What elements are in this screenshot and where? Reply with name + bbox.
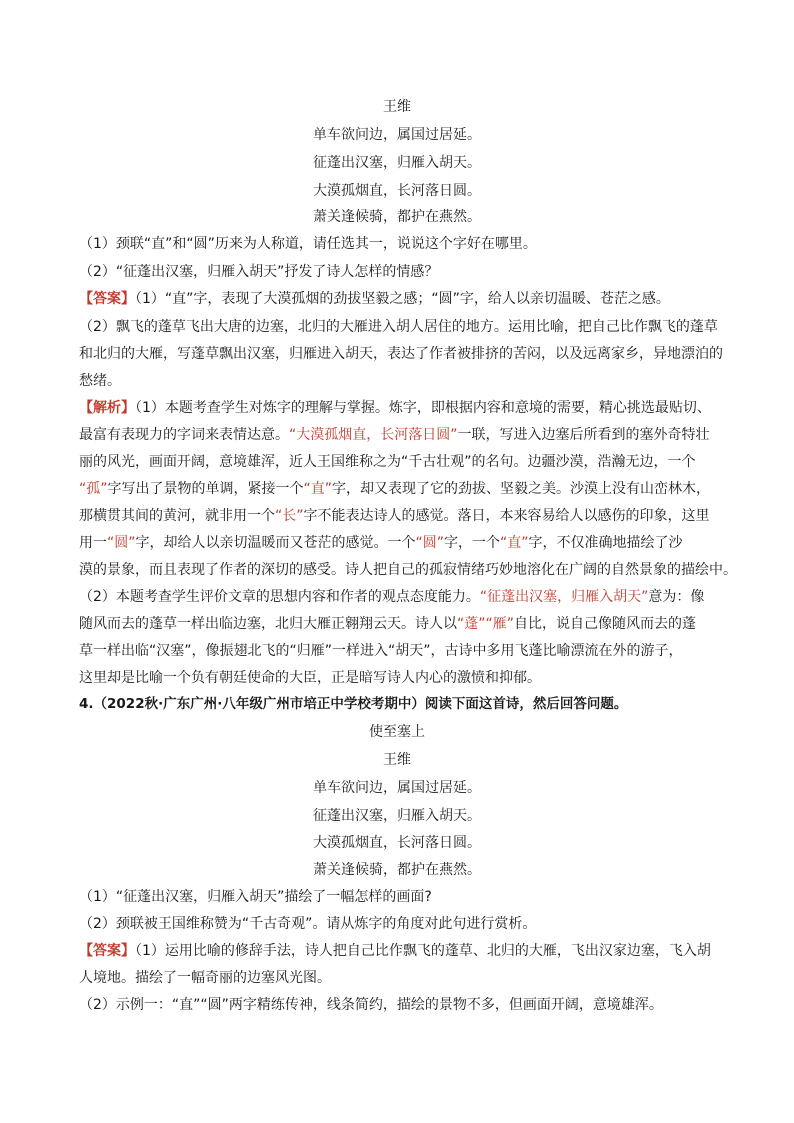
q3-answer-line: （2）飘飞的蓬草飞出大唐的边塞，北归的大雁进入胡人居住的地方。运用比喻，把自己比作飘飞的蓬草: [79, 319, 718, 335]
highlighted-quote: “孤”: [79, 481, 108, 497]
text-span: 字，却给人以亲切温暖而又苍茫的感觉。一个: [135, 535, 416, 551]
text-span: 随风而去的蓬草一样出临边塞，北归大雁正翱翔云天。诗人以: [79, 616, 457, 632]
answer-tag: 【答案】: [79, 291, 135, 307]
q3-subquestion-2: （2）“征蓬出汉塞，归雁入胡天”抒发了诗人怎样的情感？: [79, 264, 439, 280]
q4-answer-line: 人境地。描绘了一幅奇丽的边塞风光图。: [79, 970, 331, 986]
poem2-title: 使至塞上: [369, 724, 425, 740]
poem1-line: 征蓬出汉塞，归雁入胡天。: [313, 155, 481, 171]
text-span: （1）“直”字，表现了大漠孤烟的劲拔坚毅之感；“圆”字，给人以亲切温暖、苍茫之感。: [135, 291, 670, 307]
text-span: （1）本题考查学生对炼字的理解与掌握。炼字，即根据内容和意境的需要，精心挑选最贴切、: [135, 400, 711, 416]
q4-answer-line: [79, 941, 719, 961]
q3-analysis-line: [79, 506, 719, 526]
q3-answer-line: [79, 289, 719, 309]
question-4-heading: 4.（2022秋·广东广州·八年级广州市培正中学校考期中）阅读下面这首诗，然后回答问题。: [79, 696, 628, 712]
text-span: 字，不仅准确地描绘了沙: [528, 535, 683, 551]
answer-tag: 【答案】: [79, 943, 135, 959]
poem2-line: 大漠孤烟直，长河落日圆。: [313, 835, 481, 851]
poem1-author: 王维: [383, 99, 411, 115]
q3-analysis-line: 这里却是比喻一个负有朝廷使命的大臣，正是暗写诗人内心的激愤和抑郁。: [79, 670, 541, 686]
q3-answer-line: 和北归的大雁，写蓬草飘出汉塞，归雁进入胡天，表达了作者被排挤的苦闷，以及远离家乡，异地漂泊的: [79, 346, 723, 362]
highlighted-quote: “长”: [275, 508, 304, 524]
q3-analysis-line: [79, 425, 719, 445]
q3-analysis-line: [79, 479, 719, 499]
text-span: 最富有表现力的字词来表情达意。: [79, 427, 289, 443]
highlighted-quote: “蓬”“雁”: [457, 616, 515, 632]
text-span: 意为：像: [648, 589, 705, 605]
q3-analysis-line: 草一样出临“汉塞”，像振翅北飞的“归雁”一样进入“胡天”，古诗中多用飞蓬比喻漂流在外的游子，: [79, 643, 683, 659]
highlighted-quote: “征蓬出汉塞，归雁入胡天”: [479, 589, 649, 605]
poem2-line: 单车欲问边，属国过居延。: [313, 780, 481, 796]
text-span: 字，却又表现了它的劲拔、坚毅之美。沙漠上没有山峦林木，: [332, 481, 711, 497]
text-span: 字，一个: [444, 535, 501, 551]
highlighted-quote: “圆”: [107, 535, 136, 551]
analysis-tag: 【解析】: [79, 400, 135, 416]
q3-analysis-line: 漠的景象，而且表现了作者的深切的感受。诗人把自己的孤寂情绪巧妙地溶化在广阔的自然景象的描绘中。: [79, 562, 737, 578]
q3-analysis-line: [79, 398, 719, 418]
poem1-line: 萧关逢候骑，都护在燕然。: [313, 209, 481, 225]
highlighted-quote: “大漠孤烟直，长河落日圆”: [289, 427, 458, 443]
q3-analysis-line: [79, 587, 719, 607]
q3-subquestion-1: （1）颈联“直”和“圆”历来为人称道，请任选其一，说说这个字好在哪里。: [79, 236, 537, 252]
text-span: 自比，说自己像随风而去的蓬: [514, 616, 697, 632]
text-span: 那横贯其间的黄河，就非用一个: [79, 508, 275, 524]
q4-answer-line: （2）示例一：“直”“圆”两字精练传神，线条简约，描绘的景物不多，但画面开阔，意境雄浑。: [79, 997, 663, 1013]
highlighted-quote: “直”: [303, 481, 333, 497]
text-span: （1）运用比喻的修辞手法，诗人把自己比作飘飞的蓬草、北归的大雁，飞出汉家边塞，飞入胡: [135, 943, 711, 959]
q4-subquestion-2: （2）颈联被王国维称赞为“千古奇观”。请从炼字的角度对此句进行赏析。: [79, 916, 537, 932]
poem2-line: 征蓬出汉塞，归雁入胡天。: [313, 808, 481, 824]
q3-analysis-line: [79, 533, 719, 553]
q4-subquestion-1: （1）“征蓬出汉塞，归雁入胡天”描绘了一幅怎样的画面?: [79, 889, 432, 905]
text-span: 字不能表达诗人的感觉。落日，本来容易给人以感伤的印象，这里: [303, 508, 710, 524]
poem1-line: 单车欲问边，属国过居延。: [313, 127, 481, 143]
poem2-author: 王维: [383, 752, 411, 768]
text-span: 一联，写进入边塞后所看到的塞外奇特壮: [457, 427, 710, 443]
q3-answer-line: 愁绪。: [79, 373, 121, 389]
text-span: （2）本题考查学生评价文章的思想内容和作者的观点态度能力。: [79, 589, 480, 605]
poem1-line: 大漠孤烟直，长河落日圆。: [313, 183, 481, 199]
q3-analysis-line: [79, 614, 719, 634]
q3-analysis-line: 丽的风光，画面开阔，意境雄浑，近人王国维称之为“千古壮观”的名句。边疆沙漠，浩瀚无边，一个: [79, 454, 696, 470]
highlighted-quote: “圆”: [415, 535, 445, 551]
highlighted-quote: “直”: [500, 535, 529, 551]
text-span: 字写出了景物的单调，紧接一个: [107, 481, 304, 497]
poem2-line: 萧关逢候骑，都护在燕然。: [313, 862, 481, 878]
text-span: 用一: [79, 535, 107, 551]
